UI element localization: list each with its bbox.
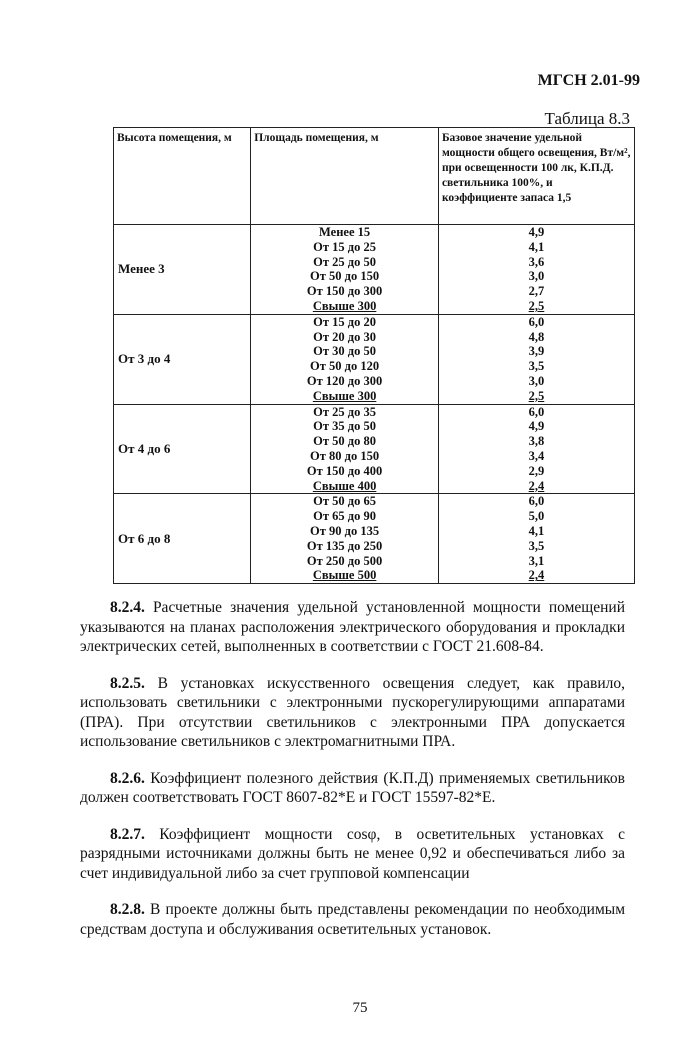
power-value: 4,9: [528, 419, 545, 434]
power-value: 3,5: [528, 359, 545, 374]
area-cell: [251, 404, 439, 494]
table-row-group: [114, 225, 635, 315]
area-range: От 15 до 25: [313, 239, 376, 254]
clause-text: В проекте должны быть представлены рекомендации по необходимым средствам доступа и обслуживания осветительных установок.: [80, 901, 625, 938]
power-value: 5,0: [528, 509, 545, 524]
area-range: Менее 15: [319, 225, 371, 239]
power-value: 6,0: [528, 314, 545, 329]
value-cell: [438, 404, 634, 494]
area-range: От 35 до 50: [313, 419, 376, 434]
area-range: От 80 до 150: [310, 448, 380, 463]
area-cell: [251, 494, 439, 584]
area-range: От 20 до 30: [313, 329, 376, 344]
value-cell: [438, 314, 634, 404]
height-cell: От 3 до 4: [114, 314, 251, 404]
area-range: От 50 до 150: [310, 269, 380, 284]
paragraph: [80, 674, 625, 752]
area-range: Свыше 500: [312, 568, 377, 583]
power-value: 2,5: [528, 298, 545, 313]
clause-number: 8.2.5.: [110, 674, 145, 692]
power-value: 4,9: [528, 225, 545, 239]
area-range: От 30 до 50: [313, 344, 376, 359]
body-text: [80, 598, 625, 956]
table-row-group: [114, 494, 635, 584]
area-cell: [251, 314, 439, 404]
area-range: От 250 до 500: [306, 553, 383, 568]
area-range: От 90 до 135: [310, 523, 380, 538]
area-range: Свыше 300: [312, 388, 377, 403]
power-value: 3,9: [528, 344, 545, 359]
paragraph: [80, 900, 625, 939]
power-value: 3,0: [528, 269, 545, 284]
table-header-row: [114, 128, 635, 225]
paragraph: [80, 769, 625, 808]
power-value: 6,0: [528, 494, 545, 509]
table-row-group: [114, 314, 635, 404]
area-cell: [251, 225, 439, 315]
clause-text: Коэффициент полезного действия (К.П.Д) применяемых светильников должен соответствовать ГОСТ 8607-82*Е и ГОСТ 15597-82*Е.: [80, 769, 625, 806]
paragraph: [80, 825, 625, 884]
area-range: От 50 до 65: [313, 494, 376, 509]
height-cell: Менее 3: [114, 225, 251, 315]
area-range: От 65 до 90: [313, 509, 376, 524]
document-code: МГСН 2.01-99: [537, 72, 640, 89]
power-value: 2,9: [528, 463, 545, 478]
col-header-height: Высота помещения, м: [114, 128, 251, 225]
power-value: 2,4: [528, 478, 545, 493]
area-range: От 50 до 120: [310, 359, 380, 374]
clause-number: 8.2.6.: [110, 769, 145, 787]
col-header-area: Площадь помещения, м: [251, 128, 439, 225]
power-value: 3,6: [528, 254, 545, 269]
power-value: 2,5: [528, 388, 545, 403]
area-range: От 150 до 300: [306, 284, 383, 299]
power-value: 3,5: [528, 538, 545, 553]
col-header-power: Базовое значение удельной мощности общего освещения, Вт/м², при освещенности 100 лк, К.П.Д. светильника 100%, и коэффициенте запаса 1,5: [438, 128, 634, 225]
power-value: 4,1: [528, 239, 545, 254]
clause-number: 8.2.4.: [110, 599, 145, 616]
height-cell: От 6 до 8: [114, 494, 251, 584]
area-range: От 25 до 50: [313, 254, 376, 269]
height-cell: От 4 до 6: [114, 404, 251, 494]
power-value: 6,0: [528, 404, 545, 419]
table-row-group: [114, 404, 635, 494]
area-range: От 15 до 20: [313, 314, 376, 329]
clause-number: 8.2.7.: [110, 825, 145, 843]
area-range: От 150 до 400: [306, 463, 383, 478]
area-range: От 135 до 250: [306, 538, 383, 553]
power-value: 3,0: [528, 373, 545, 388]
area-range: От 25 до 35: [313, 404, 376, 419]
table-caption: Таблица 8.3: [544, 109, 630, 128]
area-range: От 120 до 300: [306, 373, 383, 388]
paragraph: [80, 598, 625, 657]
power-value: 3,8: [528, 434, 545, 449]
clause-text: Коэффициент мощности cosφ, в осветительных установках с разрядными источниками должны быть не менее 0,92 и обеспечиваться либо за счет индивидуальной либо за счет групповой компенсации: [80, 825, 625, 882]
power-value: 2,4: [528, 568, 545, 583]
power-value: 2,7: [528, 284, 545, 299]
clause-text: Расчетные значения удельной установленной мощности помещений указываются на планах расположения электрического оборудования и прокладки электрических сетей, выполненных в соответствии с ГОСТ 21.608-84.: [80, 599, 625, 655]
power-value: 3,4: [528, 448, 545, 463]
value-cell: [438, 225, 634, 315]
power-value: 4,1: [528, 523, 545, 538]
area-range: Свыше 400: [312, 478, 377, 493]
power-value: 3,1: [528, 553, 545, 568]
area-range: Свыше 300: [312, 298, 377, 313]
area-range: От 50 до 80: [313, 434, 376, 449]
power-density-table: [113, 127, 635, 584]
clause-text: В установках искусственного освещения следует, как правило, использовать светильники с электронными пускорегулирующими аппаратами (ПРА). При отсутствии светильников с электронными ПРА допускается использование светильников с электромагнитными ПРА.: [80, 674, 626, 750]
clause-number: 8.2.8.: [110, 901, 145, 918]
power-value: 4,8: [528, 329, 545, 344]
page-number: 75: [352, 1000, 368, 1016]
value-cell: [438, 494, 634, 584]
